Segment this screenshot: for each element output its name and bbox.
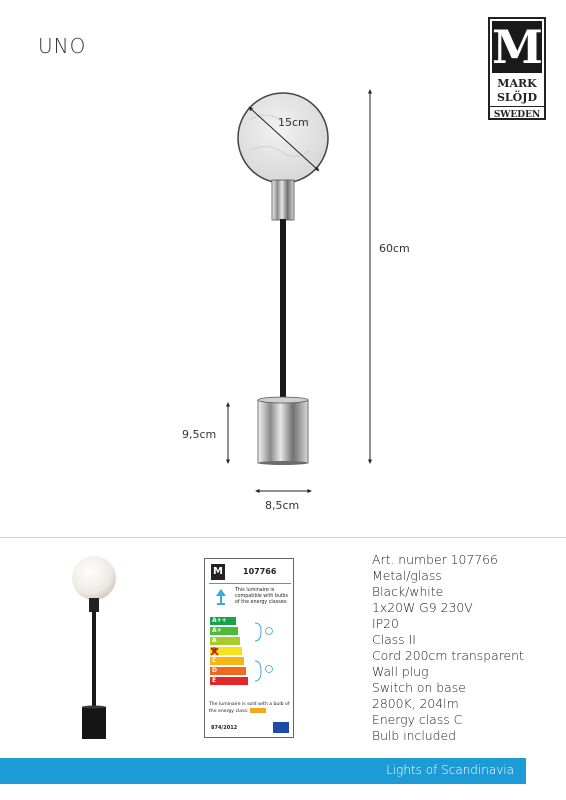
energy-class-d: D: [210, 667, 246, 675]
spec-line: Bulb included: [372, 728, 456, 743]
spec-line: Energy class C: [372, 712, 463, 727]
compat-text: This luminaire is compatible with bulbs of the energy classes:: [235, 588, 288, 605]
lamp-icon: [213, 588, 229, 606]
logo-word-1: MARK: [497, 77, 537, 90]
product-title: UNO: [38, 34, 87, 58]
spec-line: Switch on base: [372, 680, 466, 695]
shade-diameter-label: 15cm: [278, 116, 309, 129]
eu-flag-icon: [273, 722, 289, 733]
stem: [280, 219, 286, 401]
logo-initial: M: [492, 20, 543, 74]
height-label: 60cm: [379, 242, 410, 255]
spec-line: Metal/glass: [372, 568, 442, 583]
energy-class-a: A: [210, 637, 240, 645]
spec-line: 1x20W G9 230V: [372, 600, 473, 615]
spec-list: [372, 552, 524, 744]
spec-line: Class II: [372, 632, 416, 647]
spec-line: Cord 200cm transparent: [372, 648, 524, 663]
footer-tagline: Lights of Scandinavia: [386, 763, 514, 777]
base-diameter-label: 8,5cm: [265, 499, 300, 512]
spec-line: 2800K, 204lm: [372, 696, 459, 711]
label-article-number: 107766: [243, 567, 277, 576]
excluded-class-icon: [210, 647, 219, 656]
spec-line: IP20: [372, 616, 399, 631]
footer-banner: [0, 758, 526, 784]
energy-label: [204, 558, 294, 738]
bulb-range-icon: [253, 619, 287, 697]
logo-word-2: SLÖJD: [496, 91, 537, 104]
label-logo-icon: M: [211, 564, 225, 580]
product-photo: [60, 552, 140, 744]
energy-class-c: C: [210, 657, 244, 665]
energy-class-app: A++: [210, 617, 236, 625]
regulation-number: 874/2012: [211, 725, 238, 731]
spec-line: Black/white: [372, 584, 444, 599]
sold-with-label: The luminaire is sold with a bulb of the energy class:: [209, 702, 290, 714]
spec-line: Art. number 107766: [372, 552, 498, 567]
sold-class-marker: [250, 708, 266, 713]
socket: [272, 180, 294, 220]
energy-class-ap: A+: [210, 627, 238, 635]
chrome-base: [258, 397, 308, 465]
label-rule: [209, 583, 291, 584]
sold-with-text: [209, 702, 291, 715]
logo-word-3: SWEDEN: [490, 106, 544, 122]
energy-class-e: E: [210, 677, 248, 685]
base-height-label: 9,5cm: [182, 428, 217, 441]
section-divider: [0, 537, 566, 538]
spec-line: Wall plug: [372, 664, 429, 679]
